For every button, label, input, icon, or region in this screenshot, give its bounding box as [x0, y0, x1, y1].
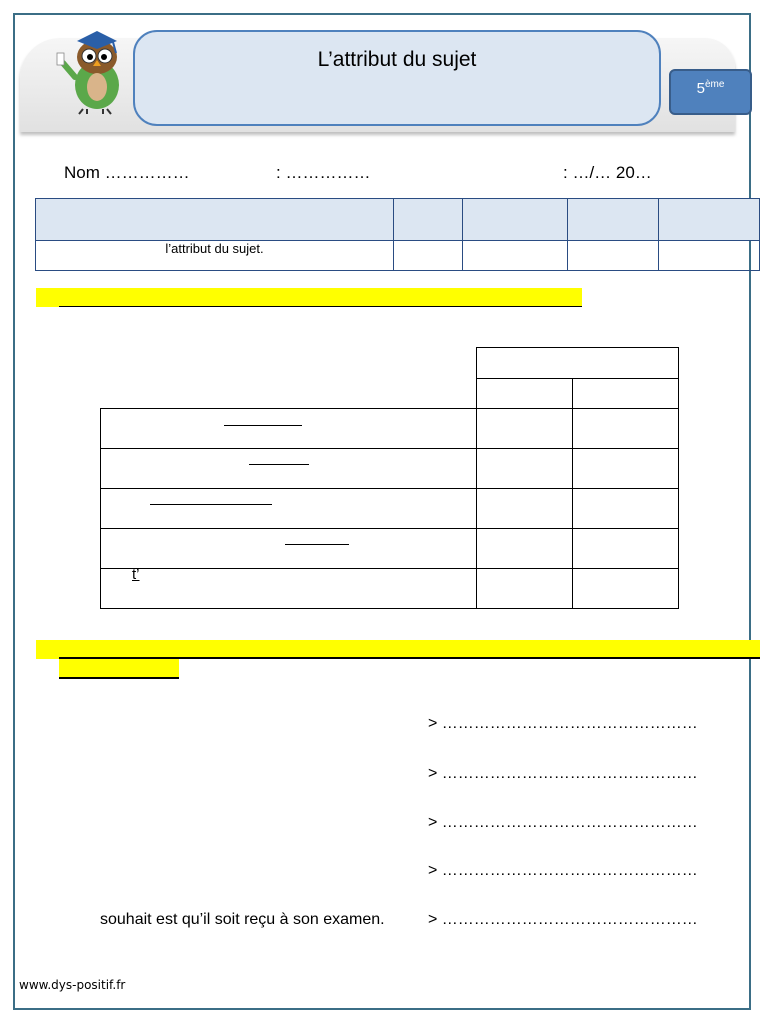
score-row-label: l’attribut du sujet.	[36, 241, 394, 271]
exercise-table-subheader-row	[101, 379, 679, 409]
exercise-sentence-cell	[101, 488, 477, 528]
sentence-underline	[150, 504, 272, 505]
score-header-cell	[568, 199, 659, 241]
exercise-row	[101, 408, 679, 448]
exercise-answer-cell[interactable]	[572, 528, 678, 568]
score-header-cell	[463, 199, 568, 241]
score-cell[interactable]	[463, 241, 568, 271]
exercise-row	[101, 488, 679, 528]
score-table-row	[36, 241, 760, 271]
exercise-sentence: souhait est qu’il soit reçu à son examen.	[100, 911, 385, 928]
exercise-sentence-cell	[101, 448, 477, 488]
grade-suffix: ème	[704, 79, 725, 90]
grade-badge	[669, 69, 752, 115]
exercise-empty-cell	[101, 379, 477, 409]
score-table-header-row	[36, 199, 760, 241]
score-cell[interactable]	[568, 241, 659, 271]
exercise-table	[100, 347, 679, 609]
section-2-highlight-continuation	[59, 659, 179, 677]
owl-mascot-icon	[53, 27, 135, 115]
exercise-subheader-cell	[572, 379, 678, 409]
score-cell[interactable]	[394, 241, 463, 271]
exercise-fragment-text: t’	[132, 566, 140, 583]
exercise-subheader-cell	[476, 379, 572, 409]
answer-line[interactable]: > …………………………………………	[428, 911, 698, 928]
exercise-answer-cell[interactable]	[572, 488, 678, 528]
section-1-highlight	[36, 288, 582, 307]
exercise-sentence-cell	[101, 408, 477, 448]
answer-line[interactable]: > …………………………………………	[428, 814, 698, 831]
grade-number: 5	[696, 80, 705, 97]
exercise-answer-cell[interactable]	[476, 448, 572, 488]
exercise-table-header-row	[101, 348, 679, 379]
score-header-cell	[659, 199, 760, 241]
sentence-underline	[249, 464, 309, 465]
score-table	[35, 198, 760, 271]
answer-line[interactable]: > …………………………………………	[428, 765, 698, 782]
footer-website: www.dys-positif.fr	[19, 978, 126, 992]
second-field: : ……………	[276, 163, 371, 182]
score-header-cell	[394, 199, 463, 241]
exercise-answer-cell[interactable]	[572, 408, 678, 448]
exercise-sentence-cell	[101, 528, 477, 568]
score-cell[interactable]	[659, 241, 760, 271]
answer-line[interactable]: > …………………………………………	[428, 862, 698, 879]
exercise-answer-cell[interactable]	[572, 568, 678, 608]
exercise-answer-cell[interactable]	[476, 488, 572, 528]
exercise-answer-cell[interactable]	[476, 568, 572, 608]
exercise-sentence-cell	[101, 568, 477, 608]
exercise-answer-cell[interactable]	[476, 528, 572, 568]
date-field: : …/… 20…	[563, 163, 652, 182]
answer-line[interactable]: > …………………………………………	[428, 715, 698, 732]
title-box	[133, 30, 661, 126]
name-field: Nom ……………	[64, 163, 190, 182]
exercise-empty-cell	[101, 348, 477, 379]
exercise-group-header	[476, 348, 678, 379]
sentence-underline	[285, 544, 349, 545]
exercise-row	[101, 568, 679, 608]
exercise-answer-cell[interactable]	[572, 448, 678, 488]
exercise-row	[101, 528, 679, 568]
page-title: L’attribut du sujet	[317, 48, 477, 71]
sentence-underline	[224, 425, 302, 426]
exercise-answer-cell[interactable]	[476, 408, 572, 448]
section-2-underline-continuation	[59, 677, 179, 679]
score-header-cell	[36, 199, 394, 241]
exercise-row	[101, 448, 679, 488]
section-1-underline	[59, 306, 582, 307]
